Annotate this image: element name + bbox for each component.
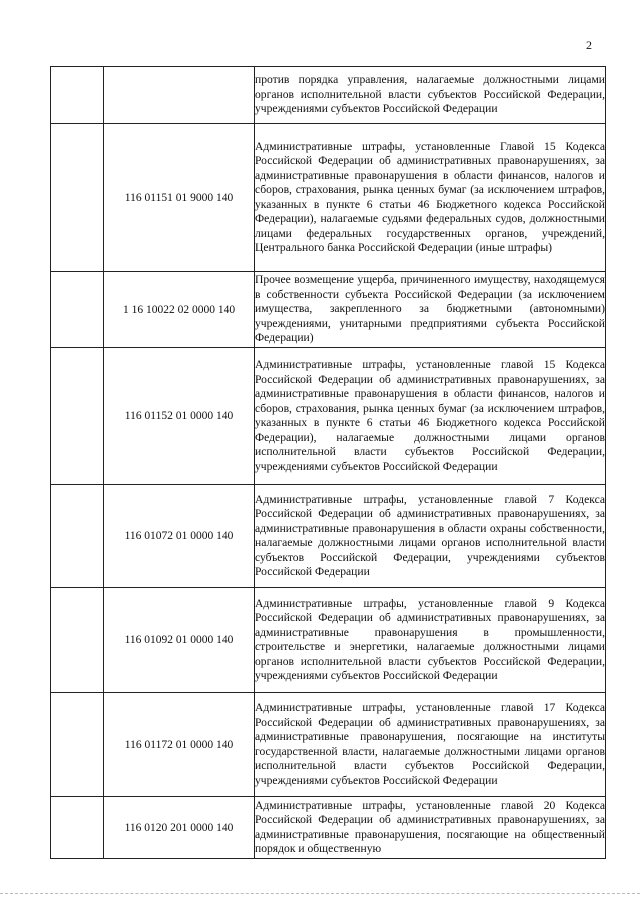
description-cell: Прочее возмещение ущерба, причиненного имуществу, находящемуся в собственности субъекта Российской Федерации (за исключением имущества, закрепленного за бюджетными (автономными) учреждениями, унитарными предприятиями субъекта Российской Федерации) — [255, 272, 606, 348]
description-cell: Административные штрафы, установленные главой 9 Кодекса Российской Федерации об административных правонарушениях, за административные правонарушения в промышленности, строительстве и энергетики, налагаемые должностными лицами органов исполнительной власти субъектов Российской Федерации, учреждениями субъектов Российской Федерации — [255, 588, 606, 693]
code-cell: 116 01152 01 0000 140 — [104, 348, 255, 485]
table-row — [51, 272, 606, 348]
description-cell: Административные штрафы, установленные главой 17 Кодекса Российской Федерации об административных правонарушениях, за административные правонарушения, посягающие на институты государственной власти, налагаемые должностными лицами органов исполнительной власти субъектов Российской Федерации, учреждениями субъектов Российской Федерации — [255, 693, 606, 797]
budget-codes-table — [50, 66, 606, 859]
table-row — [51, 124, 606, 272]
table-row — [51, 485, 606, 588]
code-cell — [104, 67, 255, 124]
description-cell: Административные штрафы, установленные главой 7 Кодекса Российской Федерации об административных правонарушениях, за административные правонарушения в области охраны собственности, налагаемые должностными лицами органов исполнительной власти субъектов Российской Федерации, учреждениями субъектов Российской Федерации — [255, 485, 606, 588]
row-number-cell — [51, 272, 104, 348]
row-number-cell — [51, 348, 104, 485]
code-cell: 116 01072 01 0000 140 — [104, 485, 255, 588]
description-cell: Административные штрафы, установленные главой 20 Кодекса Российской Федерации об административных правонарушениях, за административные правонарушения, посягающие на общественный порядок и общественную — [255, 797, 606, 859]
description-cell: Административные штрафы, установленные Главой 15 Кодекса Российской Федерации об административных правонарушениях, за административные правонарушения в области финансов, налогов и сборов, страхования, рынка ценных бумаг (за исключением штрафов, указанных в пункте 6 статьи 46 Бюджетного кодекса Российской Федерации), налагаемые судьями федеральных судов, должностными лицами федеральных государственных органов, учреждений, Центрального банка Российской Федерации (иные штрафы) — [255, 124, 606, 272]
code-cell: 116 0120 201 0000 140 — [104, 797, 255, 859]
code-cell: 116 01092 01 0000 140 — [104, 588, 255, 693]
table-row — [51, 67, 606, 124]
row-number-cell — [51, 485, 104, 588]
table-row — [51, 693, 606, 797]
table-row — [51, 588, 606, 693]
description-cell: Административные штрафы, установленные главой 15 Кодекса Российской Федерации об административных правонарушениях, за административные правонарушения в области финансов, налогов и сборов, страхования, рынка ценных бумаг (за исключением штрафов, указанных в пункте 6 статьи 46 Бюджетного кодекса Российской Федерации), налагаемые должностными лицами органов исполнительной власти субъектов Российской Федерации, учреждениями субъектов Российской Федерации — [255, 348, 606, 485]
row-number-cell — [51, 124, 104, 272]
scan-edge-divider — [0, 893, 640, 898]
code-cell: 116 01151 01 9000 140 — [104, 124, 255, 272]
row-number-cell — [51, 67, 104, 124]
table-row — [51, 348, 606, 485]
page-number: 2 — [586, 38, 592, 52]
code-cell: 1 16 10022 02 0000 140 — [104, 272, 255, 348]
row-number-cell — [51, 797, 104, 859]
row-number-cell — [51, 588, 104, 693]
code-cell: 116 01172 01 0000 140 — [104, 693, 255, 797]
table-row — [51, 797, 606, 859]
row-number-cell — [51, 693, 104, 797]
description-cell: против порядка управления, налагаемые должностными лицами органов исполнительной власти субъектов Российской Федерации, учреждениями субъектов Российской Федерации — [255, 67, 606, 124]
